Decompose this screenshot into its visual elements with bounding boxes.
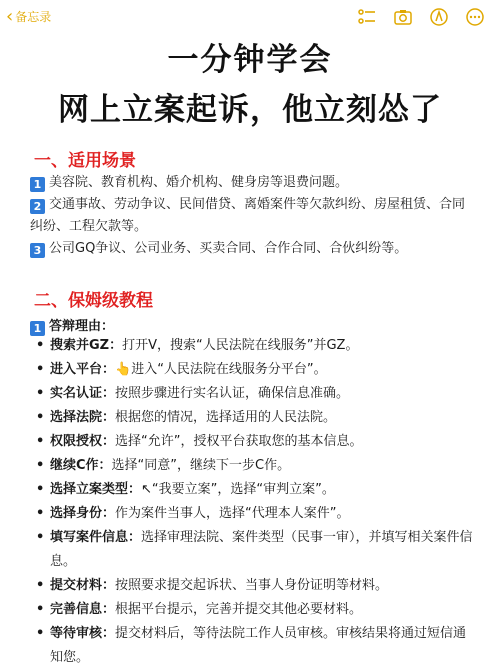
checklist-icon[interactable] [356, 6, 378, 28]
number-badge: 1 [30, 177, 45, 192]
section-1-heading: 一、适用场景 [34, 151, 136, 171]
camera-icon[interactable] [392, 6, 414, 28]
chevron-left-icon: ‹ [6, 5, 14, 27]
list-item: • 选择身份：作为案件当事人，选择“代理本人案件”。 [34, 502, 474, 526]
sub-heading: 1 答辩理由： [30, 315, 114, 336]
scenario-item-2: 2 交通事故、劳动争议、民间借贷、离婚案件等欠款纠纷、房屋租赁、合同纠纷、工程欠款等。 [30, 197, 466, 234]
number-badge: 3 [30, 243, 45, 258]
section-2-heading: 二、保姆级教程 [34, 291, 153, 311]
list-item: • 完善信息：根据平台提示，完善并提交其他必要材料。 [34, 598, 474, 622]
number-badge: 1 [30, 321, 45, 336]
list-item: • 填写案件信息：选择审理法院、案件类型（民事一审），并填写相关案件信息。 [34, 526, 474, 574]
toolbar [356, 6, 486, 28]
back-label: 备忘录 [15, 10, 52, 24]
title-line-2: 网上立案起诉，他立刻怂了 [58, 92, 442, 128]
list-item: • 进入平台：👆进入“人民法院在线服务分平台”。 [34, 358, 474, 382]
list-item: • 实名认证：按照步骤进行实名认证，确保信息准确。 [34, 382, 474, 406]
list-item: • 继续C作：选择“同意”，继续下一步C作。 [34, 454, 474, 478]
pen-icon[interactable] [428, 6, 450, 28]
title-line-1: 一分钟学会 [167, 42, 333, 78]
list-item: • 提交材料：按照要求提交起诉状、当事人身份证明等材料。 [34, 574, 474, 598]
scenario-item-3: 3 公司GQ争议、公司业务、买卖合同、合作合同、合伙纠纷等。 [30, 238, 470, 260]
steps-list [34, 334, 474, 670]
scenario-item-1: 1 美容院、教育机构、婚介机构、健身房等退费问题。 [30, 172, 470, 194]
list-item: • 选择立案类型：↖“我要立案”，选择“审判立案”。 [34, 478, 474, 502]
number-badge: 2 [30, 199, 45, 214]
list-item: • 等待审核：提交材料后，等待法院工作人员审核。审核结果将通过短信通知您。 [34, 622, 474, 670]
back-button[interactable] [6, 5, 52, 27]
top-bar [0, 0, 500, 34]
more-icon[interactable] [464, 6, 486, 28]
list-item: • 权限授权：选择“允许”，授权平台获取您的基本信息。 [34, 430, 474, 454]
list-item: • 选择法院：根据您的情况，选择适用的人民法院。 [34, 406, 474, 430]
list-item: • 搜索并GZ：打开V，搜索“人民法院在线服务”并GZ。 [34, 334, 474, 358]
